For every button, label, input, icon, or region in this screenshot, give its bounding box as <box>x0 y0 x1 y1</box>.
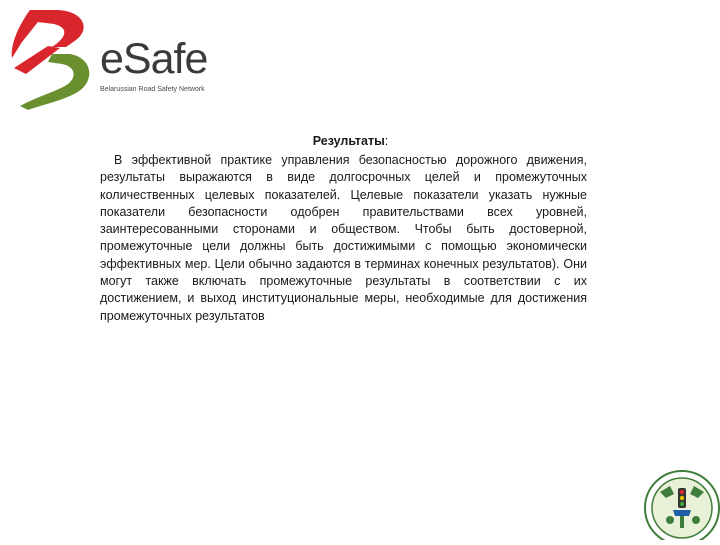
heading-title: Результаты <box>312 134 385 148</box>
main-content <box>100 134 587 325</box>
stylized-road-b-icon <box>8 6 108 116</box>
section-heading <box>100 134 587 148</box>
esafe-logo <box>8 6 213 116</box>
logo-tagline: Belarussian Road Safety Network <box>100 86 205 93</box>
traffic-safety-emblem-icon <box>640 462 720 540</box>
body-paragraph: В эффективной практике управления безопасностью дорожного движения, результаты выражаются в виде долгосрочных целей и промежуточных количественных целевых показателей. Целевые показатели указать нужные показатели безопасности одобрен правительствами всех уровней, заинтересованными сторонами и обществом. Чтобы быть достоверной, промежуточные цели должны быть достижимыми с помощью экономически эффективных мер. Цели обычно задаются в терминах конечных результатов). Они могут также включать промежуточные результаты в соответствии с их достижением, и выход институциональные меры, необходимые для достижения промежуточных результатов <box>100 153 587 323</box>
heading-colon: : <box>384 134 389 148</box>
logo-wordmark: eSafe <box>100 35 208 83</box>
